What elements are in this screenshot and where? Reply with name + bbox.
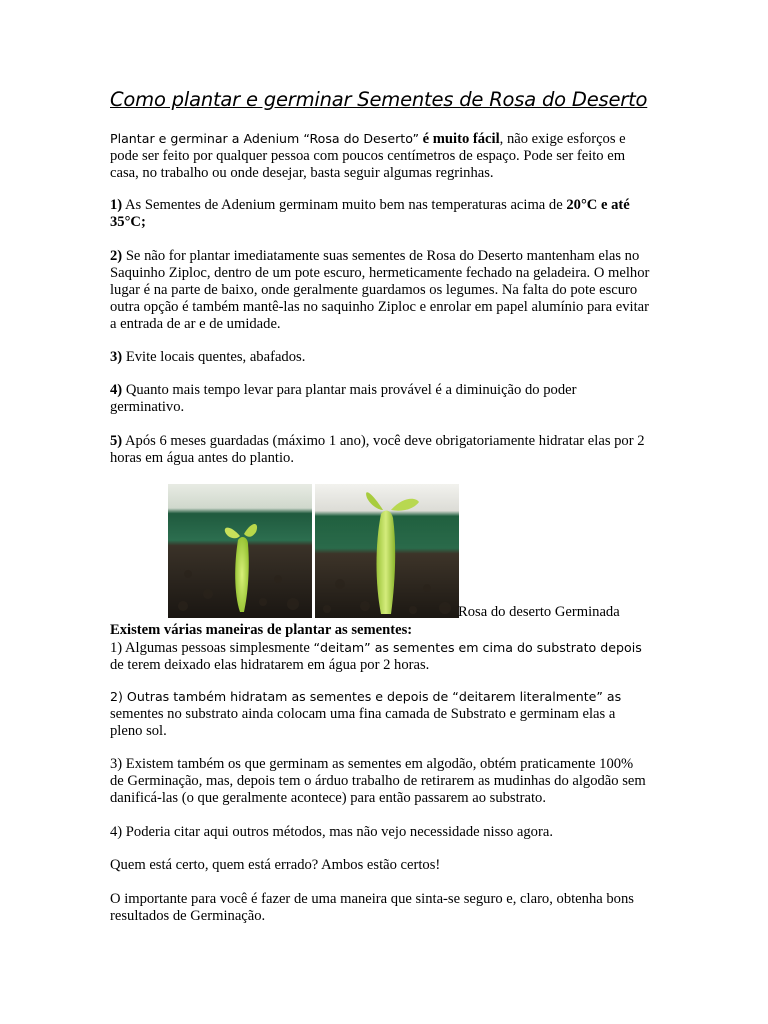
rule-2 [110, 248, 650, 333]
rule-5-number: 5) [110, 433, 123, 449]
conclusion-paragraph: O importante para você é fazer de uma maneira que sinta-se seguro e, claro, obtenha bons resultados de Germinação. [110, 891, 634, 924]
intro-paragraph [110, 130, 650, 182]
rule-1 [110, 197, 650, 231]
rule-2-text: Se não for plantar imediatamente suas sementes de Rosa do Deserto mantenham elas no Saquinho Ziploc, dentro de um pote escuro, hermeticamente fechado na geladeira. O melhor lugar é na parte de baixo, onde geralmente guardamos os legumes. Na falta do pote escuro outra opção é também mantê-las no saquinho Ziploc e enrolar em papel alumínio para evitar a entrada de ar e de umidade. [110, 248, 650, 332]
method-3: 3) Existem também os que germinam as sementes em algodão, obtém praticamente 100% de Germinação, mas, depois tem o árduo trabalho de retirarem as mudinhas do algodão sem danificá-las (o que geralmente acontece) para então passarem ao substrato. [110, 756, 646, 806]
method-2-b: sementes no substrato ainda colocam uma fina camada de Substrato e germinam elas a pleno sol. [110, 706, 616, 739]
question-line: Quem está certo, quem está errado? Ambos estão certos! [110, 857, 441, 873]
method-1-b: “deitam” as sementes em cima do substrato depois [313, 640, 642, 655]
method-2 [110, 688, 650, 740]
intro-part2: , não exige esforços e pode ser feito por qualquer pessoa com poucos centímetros de espaço. Pode ser feito em casa, no trabalho ou onde desejar, basta seguir algumas regrinhas. [110, 131, 626, 181]
document-title: Como plantar e germinar Sementes de Rosa do Deserto [110, 88, 648, 111]
method-1 [110, 639, 650, 674]
rule-1-text: As Sementes de Adenium germinam muito bem nas temperaturas acima de [122, 197, 567, 213]
rule-1-bold: 20°C e até 35°C; [110, 197, 630, 230]
intro-part1: Plantar e germinar a Adenium “Rosa do Deserto” [110, 131, 419, 146]
photo-caption: Rosa do deserto Germinada [458, 604, 620, 620]
seedling-photo-1 [168, 484, 312, 618]
rule-4-text: Quanto mais tempo levar para plantar mais provável é a diminuição do poder germinativo. [110, 382, 577, 415]
rule-3 [110, 349, 650, 366]
rule-5 [110, 433, 650, 467]
method-1-c: de terem deixado elas hidratarem em água por 2 horas. [110, 657, 430, 673]
rule-3-number: 3) [110, 349, 123, 365]
methods-heading-text: Existem várias maneiras de plantar as sementes: [110, 622, 413, 638]
method-1-a: 1) Algumas pessoas simplesmente [110, 640, 314, 656]
methods-heading [110, 622, 650, 639]
rule-4 [110, 382, 650, 416]
method-4: 4) Poderia citar aqui outros métodos, mas não vejo necessidade nisso agora. [110, 824, 553, 840]
rule-3-text: Evite locais quentes, abafados. [122, 349, 306, 365]
method-2-a: 2) Outras também hidratam as sementes e depois de “deitarem literalmente” as [110, 689, 622, 704]
seedling-photo-2 [315, 484, 459, 618]
intro-bold: é muito fácil [418, 131, 500, 147]
rule-1-number: 1) [110, 197, 123, 213]
rule-4-number: 4) [110, 382, 123, 398]
rule-5-text: Após 6 meses guardadas (máximo 1 ano), você deve obrigatoriamente hidratar elas por 2 horas em água antes do plantio. [110, 433, 645, 466]
rule-2-number: 2) [110, 248, 123, 264]
